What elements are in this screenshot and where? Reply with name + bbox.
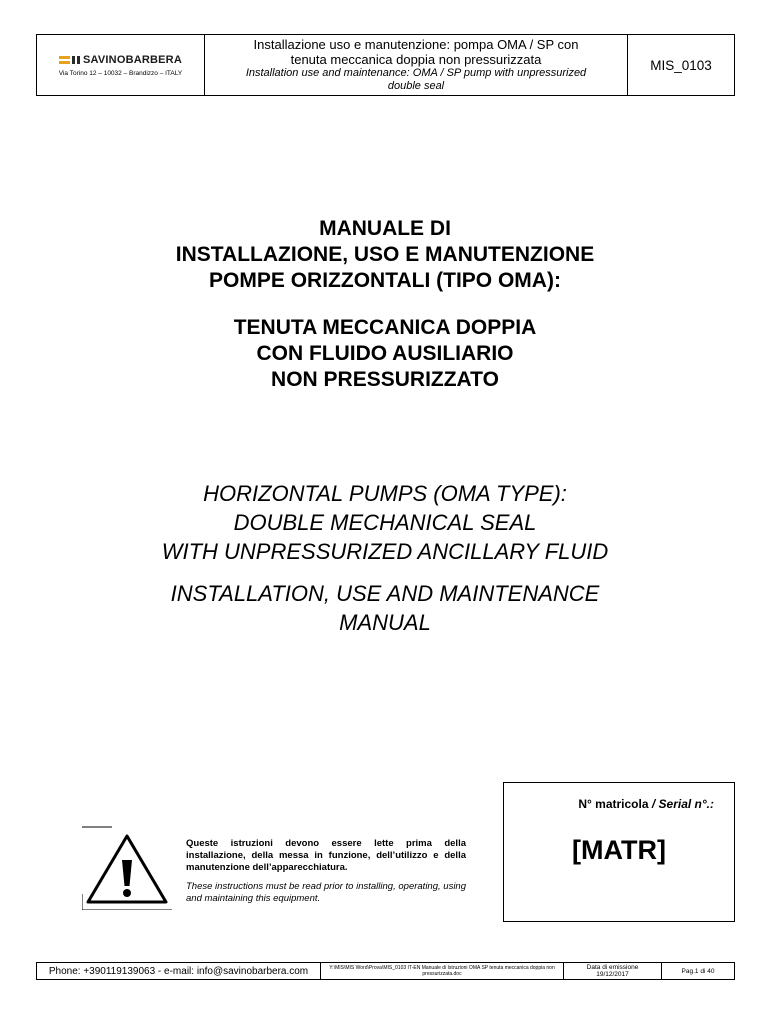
company-logo-cell <box>37 35 205 95</box>
title-italian <box>0 216 770 294</box>
document-code: MIS_0103 <box>650 57 712 73</box>
warning-text <box>186 838 466 905</box>
title-english <box>0 479 770 566</box>
footer-issue-date: 19/12/2017 <box>596 971 629 978</box>
serial-label-en: / Serial n°.: <box>651 797 714 811</box>
subtitle-italian <box>0 315 770 393</box>
subtitle-en-line-1: INSTALLATION, USE AND MAINTENANCE <box>170 581 600 606</box>
title-it-line-3: POMPE ORIZZONTALI (TIPO OMA): <box>209 269 561 292</box>
header-title-it-2: tenuta meccanica doppia non pressurizzata <box>290 52 542 67</box>
header-title-en-2: double seal <box>387 80 445 92</box>
page-header <box>36 34 735 96</box>
logo-mark-icon <box>59 56 80 64</box>
subtitle-it-line-3: NON PRESSURIZZATO <box>271 368 499 391</box>
subtitle-it-line-1: TENUTA MECCANICA DOPPIA <box>233 316 537 339</box>
warning-triangle-icon <box>82 824 172 910</box>
company-address: Via Torino 12 – 10032 – Brandizzo – ITALY <box>58 69 183 77</box>
serial-label <box>578 797 714 811</box>
page-footer <box>36 962 735 980</box>
subtitle-en-line-2: MANUAL <box>339 610 431 635</box>
header-title-en-1: Installation use and maintenance: OMA / SP pump with unpressurized <box>245 67 587 79</box>
footer-file-path: Y:\MIS\MIS Word\Prova\MIS_0103 IT-EN Manuale di Istruzioni OMA SP tenuta meccanica doppia non pressurizzata.doc <box>321 963 564 979</box>
serial-number-value: [MATR] <box>572 835 666 865</box>
footer-contact: Phone: +390119139063 - e-mail: info@savinobarbera.com <box>37 963 321 979</box>
subtitle-it-line-2: CON FLUIDO AUSILIARIO <box>256 342 514 365</box>
subtitle-english <box>0 579 770 637</box>
header-title-it-1: Installazione uso e manutenzione: pompa OMA / SP con <box>253 37 579 52</box>
company-name: SAVINOBARBERA <box>83 53 182 66</box>
title-en-line-1: HORIZONTAL PUMPS (OMA TYPE): <box>203 481 567 506</box>
warning-text-en: These instructions must be read prior to installing, operating, using and maintaining this equipment. <box>186 881 466 904</box>
title-en-line-3: WITH UNPRESSURIZED ANCILLARY FLUID <box>161 539 609 564</box>
serial-label-it: N° matricola <box>578 797 649 811</box>
warning-text-it: Queste istruzioni devono essere lette prima della installazione, della messa in funzione, dell’utilizzo e della manutenzione dell’apparecchiatura. <box>186 838 466 873</box>
title-it-line-1: MANUALE DI <box>319 217 451 240</box>
footer-page-number: Pag.1 di 40 <box>681 967 715 975</box>
company-logo <box>59 54 182 66</box>
footer-issue-date-cell <box>564 963 662 979</box>
title-en-line-2: DOUBLE MECHANICAL SEAL <box>233 510 537 535</box>
title-it-line-2: INSTALLAZIONE, USO E MANUTENZIONE <box>175 243 595 266</box>
footer-issue-label: Data di emissione <box>586 964 639 971</box>
serial-number-box <box>503 782 735 922</box>
header-title-cell <box>205 35 628 95</box>
